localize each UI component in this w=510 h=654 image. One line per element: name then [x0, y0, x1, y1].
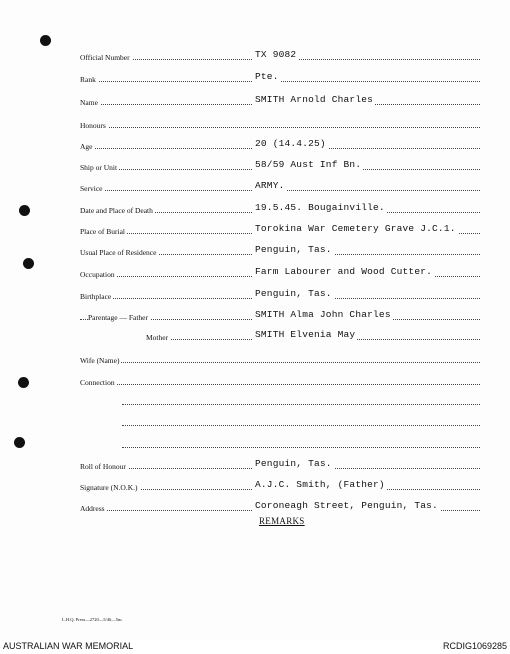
field-label: Rank: [80, 75, 96, 84]
field-connection: [80, 373, 480, 387]
dotted-rule: [80, 362, 480, 363]
field-value: SMITH Alma John Charles: [255, 309, 391, 320]
field-label: Name: [80, 98, 98, 107]
field-label: Ship or Unit: [80, 163, 118, 172]
field-birthplace: [80, 287, 480, 301]
field-value: Coroneagh Street, Penguin, Tas.: [255, 500, 438, 511]
field-value: Farm Labourer and Wood Cutter.: [255, 266, 433, 277]
field-label: Address: [80, 504, 105, 513]
field-label: Mother: [146, 333, 169, 342]
punch-hole: [40, 35, 51, 46]
field-label: Connection: [80, 378, 115, 387]
field-value: 58/59 Aust Inf Bn.: [255, 159, 362, 170]
punch-hole: [19, 205, 30, 216]
dotted-rule: [80, 384, 480, 385]
archive-name: AUSTRALIAN WAR MEMORIAL: [3, 641, 134, 651]
field-signature-nok: [80, 478, 480, 492]
punch-hole: [18, 377, 29, 388]
dotted-rule: [122, 425, 480, 426]
field-value: TX 9082: [255, 49, 297, 60]
field-value: Penguin, Tas.: [255, 288, 332, 299]
field-label: Occupation: [80, 270, 115, 279]
field-value: Penguin, Tas.: [255, 244, 332, 255]
field-value: Penguin, Tas.: [255, 458, 332, 469]
field-age: [80, 137, 480, 151]
field-rank: [80, 70, 480, 84]
dotted-rule: [80, 127, 480, 128]
field-value: 19.5.45. Bougainville.: [255, 202, 385, 213]
connection-line: [122, 414, 480, 428]
field-label: Place of Burial: [80, 227, 125, 236]
field-label: Date and Place of Death: [80, 206, 153, 215]
field-value: SMITH Arnold Charles: [255, 94, 374, 105]
field-label: Usual Place of Residence: [80, 248, 157, 257]
field-value: Pte.: [255, 71, 279, 82]
field-parentage-father: [80, 308, 480, 322]
field-ship-or-unit: [80, 158, 480, 172]
field-occupation: [80, 265, 480, 279]
record-id: RCDIG1069285: [442, 641, 507, 651]
field-official-number: [80, 48, 480, 62]
field-service: [80, 179, 480, 193]
punch-hole: [23, 258, 34, 269]
field-label: Service: [80, 184, 103, 193]
field-label: Age: [80, 142, 93, 151]
field-roll-of-honour: [80, 457, 480, 471]
field-date-and-place-of-death: [80, 201, 480, 215]
field-value: 20 (14.4.25): [255, 138, 326, 149]
field-label: Official Number: [80, 53, 130, 62]
field-label: Birthplace: [80, 292, 112, 301]
connection-line: [122, 436, 480, 450]
field-label: Parentage — Father: [88, 313, 148, 322]
field-label: Signature (N.O.K.): [80, 483, 138, 492]
field-address: [80, 499, 480, 513]
field-label: Honours: [80, 121, 106, 130]
field-usual-place-of-residence: [80, 243, 480, 257]
archive-footer: [0, 640, 510, 654]
field-value: SMITH Elvenia May: [255, 329, 356, 340]
field-name: [80, 93, 480, 107]
field-value: Torokina War Cemetery Grave J.C.1.: [255, 223, 456, 234]
dotted-rule: [122, 447, 480, 448]
field-label: Wife (Name): [80, 356, 120, 365]
field-honours: [80, 116, 480, 130]
field-label: Roll of Honour: [80, 462, 126, 471]
field-value: A.J.C. Smith, (Father): [255, 479, 385, 490]
dotted-rule: [122, 404, 480, 405]
field-parentage-mother: [80, 328, 480, 342]
field-wife-name: [80, 351, 480, 365]
connection-line: [122, 393, 480, 407]
field-place-of-burial: [80, 222, 480, 236]
remarks-heading: REMARKS: [259, 516, 305, 526]
printer-imprint: L.H.Q. Press—2720—5/46—5m.: [62, 617, 123, 622]
field-value: ARMY.: [255, 180, 285, 191]
punch-hole: [14, 437, 25, 448]
